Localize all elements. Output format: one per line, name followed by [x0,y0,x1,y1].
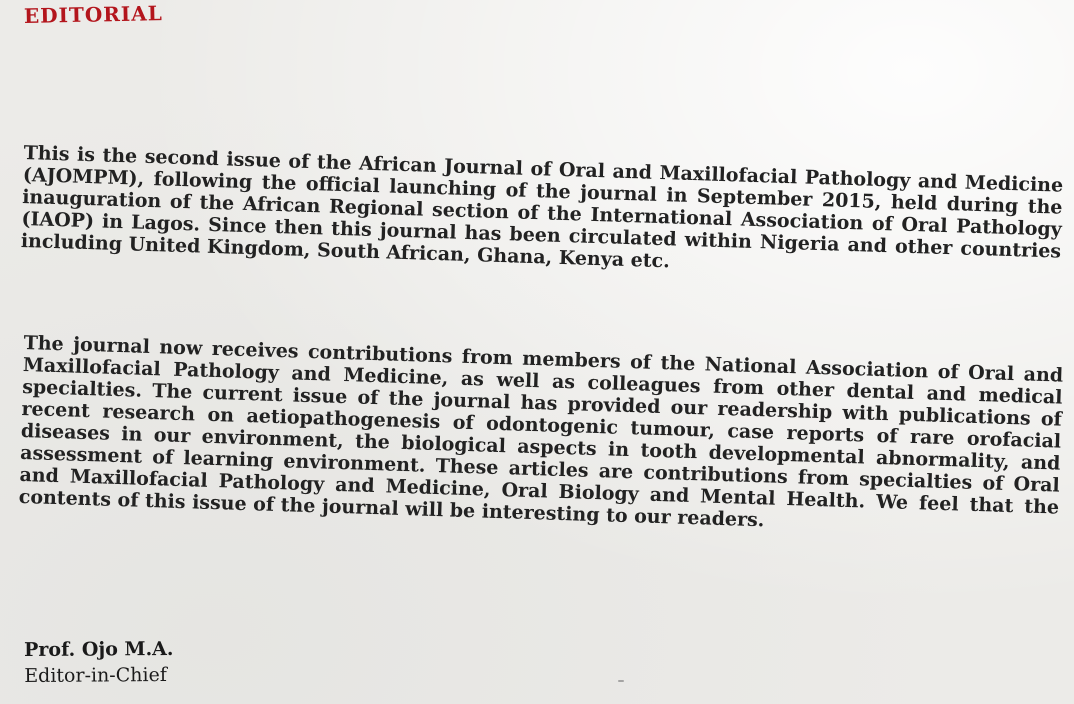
paragraph-contributions: The journal now receives contributions from members of the National Association of Oral and Maxillofacial Pathology and Medicine, as well as colleagues from other dental and medical specialties. The current issue of the journal has provided our readership with publications of recent research on aetiopathogenesis of odontogenic tumour, case reports of rare orofacial diseases in our environment, the biological aspects in tooth developmental abnormality, and assessment of learning environment. These articles are contributions from specialties of Oral and Maxillofacial Pathology and Medicine, Oral Biology and Mental Health. We feel that the contents of this issue of the journal will be interesting to our readers. [18,332,1064,532]
paragraph-intro: This is the second issue of the African Journal of Oral and Maxillofacial Pathology and Medicine (AJOMPM), following the official launching of the journal in September 2015, held during the inauguration of the African Regional section of the International Association of Oral Pathology (IAOP) in Lagos. Since then this journal has been circulated within Nigeria and other countries including United Kingdom, South African, Ghana, Kenya etc. [20,142,1064,273]
signature-role: Editor-in-Chief [24,664,167,687]
signature-name: Prof. Ojo M.A. [24,637,174,661]
section-heading: EDITORIAL [23,1,164,28]
signature-block [24,636,174,689]
paper-speck [618,680,624,682]
